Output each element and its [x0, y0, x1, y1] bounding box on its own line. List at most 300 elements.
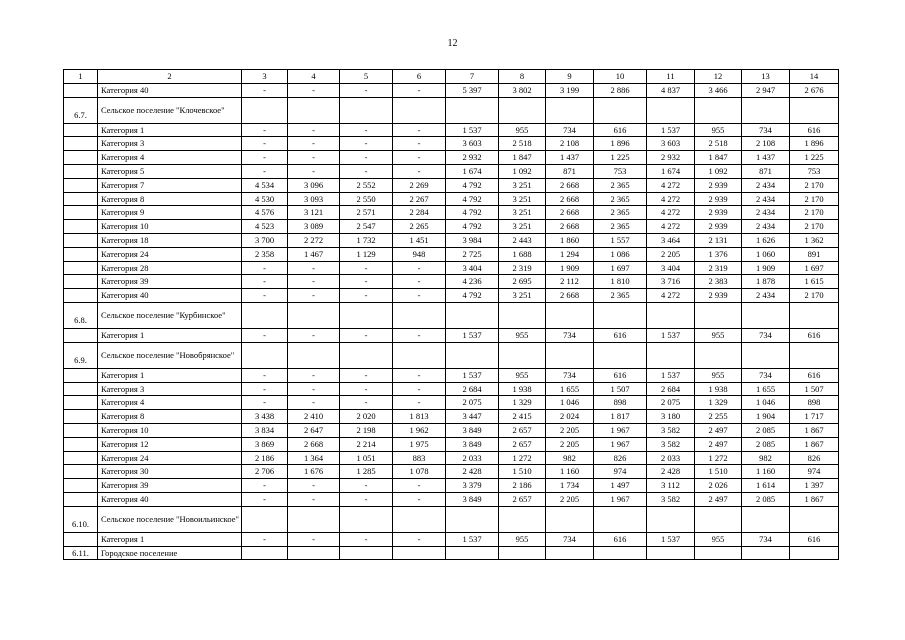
value-cell: 2 947	[742, 83, 790, 97]
empty-cell	[393, 97, 446, 123]
value-cell: 2 170	[790, 206, 839, 220]
empty-cell	[340, 342, 393, 368]
value-cell: -	[288, 289, 340, 303]
value-cell: 2 186	[242, 451, 288, 465]
table-row	[64, 328, 839, 342]
value-cell: 2 365	[594, 192, 647, 206]
empty-cell	[288, 506, 340, 532]
value-cell: 1 046	[742, 396, 790, 410]
value-cell: 3 447	[446, 410, 499, 424]
value-cell: 3 603	[446, 137, 499, 151]
empty-cell	[790, 506, 839, 532]
value-cell: 2 214	[340, 437, 393, 451]
value-cell: 2 725	[446, 247, 499, 261]
category-name: Категория 40	[98, 83, 242, 97]
value-cell: 2 428	[647, 465, 695, 479]
value-cell: 1 060	[742, 247, 790, 261]
value-cell: 2 434	[742, 289, 790, 303]
value-cell: 4 576	[242, 206, 288, 220]
value-cell: -	[288, 275, 340, 289]
value-cell: 2 939	[695, 178, 742, 192]
value-cell: 2 265	[393, 220, 446, 234]
value-cell: 3 112	[647, 479, 695, 493]
row-number	[64, 192, 98, 206]
row-number	[64, 275, 98, 289]
table-row	[64, 465, 839, 479]
row-number	[64, 164, 98, 178]
value-cell: 3 251	[499, 289, 546, 303]
row-number	[64, 328, 98, 342]
category-name: Категория 1	[98, 368, 242, 382]
row-number: 6.9.	[64, 342, 98, 368]
empty-cell	[647, 342, 695, 368]
empty-cell	[742, 342, 790, 368]
value-cell: 2 170	[790, 178, 839, 192]
value-cell: 1 437	[742, 151, 790, 165]
row-number	[64, 532, 98, 546]
value-cell: -	[242, 275, 288, 289]
value-cell: 1 537	[647, 532, 695, 546]
header-cell: 7	[446, 70, 499, 84]
empty-cell	[242, 546, 288, 560]
value-cell: 1 817	[594, 410, 647, 424]
table-row	[64, 410, 839, 424]
header-cell: 8	[499, 70, 546, 84]
value-cell: 2 668	[546, 220, 594, 234]
value-cell: 2 695	[499, 275, 546, 289]
category-name: Категория 39	[98, 275, 242, 289]
row-number	[64, 437, 98, 451]
section-row	[64, 302, 839, 328]
value-cell: 1 507	[790, 382, 839, 396]
row-number	[64, 151, 98, 165]
value-cell: 734	[742, 123, 790, 137]
value-cell: -	[393, 261, 446, 275]
value-cell: 4 272	[647, 220, 695, 234]
table-row	[64, 261, 839, 275]
value-cell: 974	[790, 465, 839, 479]
value-cell: 2 434	[742, 220, 790, 234]
value-cell: 1 092	[499, 164, 546, 178]
value-cell: 2 205	[546, 492, 594, 506]
value-cell: -	[242, 492, 288, 506]
empty-cell	[546, 342, 594, 368]
value-cell: 4 530	[242, 192, 288, 206]
value-cell: 1 225	[594, 151, 647, 165]
value-cell: 4 837	[647, 83, 695, 97]
value-cell: 2 085	[742, 437, 790, 451]
value-cell: 1 092	[695, 164, 742, 178]
empty-cell	[695, 97, 742, 123]
value-cell: 616	[594, 532, 647, 546]
empty-cell	[340, 302, 393, 328]
value-cell: 955	[695, 368, 742, 382]
category-name: Категория 30	[98, 465, 242, 479]
value-cell: 2 434	[742, 192, 790, 206]
value-cell: -	[242, 382, 288, 396]
value-cell: 734	[742, 328, 790, 342]
row-number	[64, 137, 98, 151]
empty-cell	[790, 546, 839, 560]
value-cell: 3 603	[647, 137, 695, 151]
value-cell: -	[393, 396, 446, 410]
category-name: Категория 3	[98, 137, 242, 151]
value-cell: 1 674	[647, 164, 695, 178]
value-cell: 883	[393, 451, 446, 465]
value-cell: 3 096	[288, 178, 340, 192]
value-cell: 3 802	[499, 83, 546, 97]
category-name: Категория 39	[98, 479, 242, 493]
value-cell: 2 383	[695, 275, 742, 289]
table-row	[64, 83, 839, 97]
value-cell: 2 319	[695, 261, 742, 275]
category-name: Категория 1	[98, 328, 242, 342]
category-name: Категория 4	[98, 151, 242, 165]
value-cell: 1 962	[393, 423, 446, 437]
value-cell: 2 085	[742, 492, 790, 506]
value-cell: -	[242, 164, 288, 178]
value-cell: 1 272	[499, 451, 546, 465]
category-name: Категория 28	[98, 261, 242, 275]
value-cell: 2 939	[695, 206, 742, 220]
section-row	[64, 97, 839, 123]
value-cell: 982	[546, 451, 594, 465]
value-cell: 1 362	[790, 233, 839, 247]
table-row	[64, 382, 839, 396]
value-cell: 1 272	[695, 451, 742, 465]
value-cell: 2 170	[790, 192, 839, 206]
section-row	[64, 342, 839, 368]
value-cell: 1 810	[594, 275, 647, 289]
row-number	[64, 206, 98, 220]
value-cell: 2 269	[393, 178, 446, 192]
value-cell: 982	[742, 451, 790, 465]
value-cell: 2 668	[546, 192, 594, 206]
value-cell: 955	[499, 123, 546, 137]
value-cell: 2 657	[499, 437, 546, 451]
empty-cell	[695, 302, 742, 328]
table-row	[64, 151, 839, 165]
value-cell: 1 867	[790, 437, 839, 451]
value-cell: 616	[790, 328, 839, 342]
empty-cell	[695, 342, 742, 368]
value-cell: 4 236	[446, 275, 499, 289]
empty-cell	[647, 506, 695, 532]
value-cell: -	[340, 164, 393, 178]
value-cell: -	[288, 479, 340, 493]
value-cell: 871	[546, 164, 594, 178]
value-cell: 1 225	[790, 151, 839, 165]
value-cell: 3 093	[288, 192, 340, 206]
header-cell: 3	[242, 70, 288, 84]
category-name: Категория 24	[98, 451, 242, 465]
category-name: Категория 10	[98, 423, 242, 437]
table-row	[64, 247, 839, 261]
value-cell: 1 376	[695, 247, 742, 261]
value-cell: 2 668	[546, 206, 594, 220]
value-cell: -	[340, 289, 393, 303]
empty-cell	[242, 342, 288, 368]
value-cell: 2 085	[742, 423, 790, 437]
value-cell: -	[340, 382, 393, 396]
value-cell: 2 170	[790, 220, 839, 234]
header-cell: 9	[546, 70, 594, 84]
value-cell: 2 033	[647, 451, 695, 465]
value-cell: -	[288, 368, 340, 382]
value-cell: 1 160	[742, 465, 790, 479]
value-cell: 955	[499, 532, 546, 546]
value-cell: 2 647	[288, 423, 340, 437]
value-cell: 2 108	[546, 137, 594, 151]
empty-cell	[499, 97, 546, 123]
empty-cell	[742, 302, 790, 328]
value-cell: -	[340, 368, 393, 382]
row-number	[64, 451, 98, 465]
value-cell: 1 329	[695, 396, 742, 410]
value-cell: 1 086	[594, 247, 647, 261]
empty-cell	[594, 506, 647, 532]
section-title: Сельское поселение "Курбинское"	[98, 302, 242, 328]
value-cell: -	[288, 164, 340, 178]
empty-cell	[242, 506, 288, 532]
value-cell: 2 205	[647, 247, 695, 261]
value-cell: 2 668	[546, 289, 594, 303]
empty-cell	[393, 546, 446, 560]
value-cell: 2 668	[546, 178, 594, 192]
empty-cell	[742, 546, 790, 560]
value-cell: -	[340, 328, 393, 342]
value-cell: 2 358	[242, 247, 288, 261]
value-cell: 1 688	[499, 247, 546, 261]
value-cell: 955	[499, 328, 546, 342]
value-cell: 1 867	[790, 423, 839, 437]
empty-cell	[288, 97, 340, 123]
empty-cell	[790, 97, 839, 123]
value-cell: 1 813	[393, 410, 446, 424]
value-cell: 2 434	[742, 178, 790, 192]
table-row	[64, 137, 839, 151]
row-number	[64, 410, 98, 424]
value-cell: 1 867	[790, 492, 839, 506]
value-cell: 1 614	[742, 479, 790, 493]
row-number: 6.11.	[64, 546, 98, 560]
header-cell: 2	[98, 70, 242, 84]
category-name: Категория 8	[98, 192, 242, 206]
value-cell: -	[340, 492, 393, 506]
table-row	[64, 532, 839, 546]
value-cell: 2 443	[499, 233, 546, 247]
header-cell: 1	[64, 70, 98, 84]
value-cell: 616	[594, 368, 647, 382]
value-cell: 2 552	[340, 178, 393, 192]
value-cell: 2 657	[499, 492, 546, 506]
value-cell: 1 909	[546, 261, 594, 275]
header-cell: 4	[288, 70, 340, 84]
value-cell: 1 697	[790, 261, 839, 275]
table-row	[64, 220, 839, 234]
empty-cell	[594, 342, 647, 368]
value-cell: -	[242, 83, 288, 97]
empty-cell	[790, 302, 839, 328]
value-cell: 1 674	[446, 164, 499, 178]
value-cell: 3 849	[446, 423, 499, 437]
value-cell: 2 932	[446, 151, 499, 165]
value-cell: 1 697	[594, 261, 647, 275]
value-cell: 2 365	[594, 178, 647, 192]
table-row	[64, 368, 839, 382]
value-cell: 3 849	[446, 492, 499, 506]
row-number	[64, 396, 98, 410]
value-cell: 2 657	[499, 423, 546, 437]
value-cell: -	[393, 164, 446, 178]
value-cell: 4 272	[647, 192, 695, 206]
header-row	[64, 70, 839, 84]
value-cell: -	[393, 137, 446, 151]
value-cell: 2 684	[647, 382, 695, 396]
header-cell: 11	[647, 70, 695, 84]
category-name: Категория 7	[98, 178, 242, 192]
header-cell: 12	[695, 70, 742, 84]
value-cell: 2 020	[340, 410, 393, 424]
value-cell: 2 410	[288, 410, 340, 424]
value-cell: 1 717	[790, 410, 839, 424]
row-number	[64, 368, 98, 382]
empty-cell	[242, 97, 288, 123]
value-cell: 5 397	[446, 83, 499, 97]
value-cell: 4 534	[242, 178, 288, 192]
value-cell: -	[340, 123, 393, 137]
category-name: Категория 24	[98, 247, 242, 261]
category-name: Категория 40	[98, 492, 242, 506]
value-cell: 2 131	[695, 233, 742, 247]
value-cell: 1 437	[546, 151, 594, 165]
value-cell: -	[393, 492, 446, 506]
value-cell: 1 451	[393, 233, 446, 247]
value-cell: 734	[546, 123, 594, 137]
category-name: Категория 1	[98, 532, 242, 546]
category-name: Категория 9	[98, 206, 242, 220]
value-cell: 734	[742, 368, 790, 382]
empty-cell	[499, 342, 546, 368]
table-row	[64, 423, 839, 437]
value-cell: 1 329	[499, 396, 546, 410]
value-cell: -	[288, 151, 340, 165]
section-row	[64, 546, 839, 560]
value-cell: 616	[790, 368, 839, 382]
value-cell: 3 251	[499, 178, 546, 192]
empty-cell	[790, 342, 839, 368]
header-cell: 6	[393, 70, 446, 84]
empty-cell	[393, 506, 446, 532]
category-name: Категория 12	[98, 437, 242, 451]
page-number: 12	[447, 38, 458, 49]
empty-cell	[742, 97, 790, 123]
value-cell: 3 379	[446, 479, 499, 493]
value-cell: 1 397	[790, 479, 839, 493]
value-cell: -	[242, 289, 288, 303]
value-cell: -	[340, 396, 393, 410]
value-cell: 2 075	[446, 396, 499, 410]
value-cell: -	[393, 289, 446, 303]
row-number: 6.8.	[64, 302, 98, 328]
value-cell: 1 510	[499, 465, 546, 479]
value-cell: 1 896	[790, 137, 839, 151]
value-cell: 1 507	[594, 382, 647, 396]
value-cell: 1 734	[546, 479, 594, 493]
value-cell: 1 967	[594, 437, 647, 451]
value-cell: 2 939	[695, 220, 742, 234]
empty-cell	[546, 97, 594, 123]
value-cell: 2 170	[790, 289, 839, 303]
table-row	[64, 479, 839, 493]
value-cell: 2 684	[446, 382, 499, 396]
empty-cell	[695, 546, 742, 560]
value-cell: 2 108	[742, 137, 790, 151]
value-cell: 1 510	[695, 465, 742, 479]
value-cell: 1 467	[288, 247, 340, 261]
value-cell: -	[340, 275, 393, 289]
value-cell: -	[242, 368, 288, 382]
value-cell: 1 967	[594, 423, 647, 437]
value-cell: -	[393, 532, 446, 546]
value-cell: -	[340, 151, 393, 165]
value-cell: 2 198	[340, 423, 393, 437]
value-cell: 826	[594, 451, 647, 465]
table-row	[64, 164, 839, 178]
value-cell: 4 523	[242, 220, 288, 234]
value-cell: 3 869	[242, 437, 288, 451]
empty-cell	[594, 97, 647, 123]
header-cell: 14	[790, 70, 839, 84]
value-cell: -	[242, 532, 288, 546]
row-number	[64, 261, 98, 275]
value-cell: 1 975	[393, 437, 446, 451]
value-cell: 1 938	[695, 382, 742, 396]
empty-cell	[288, 546, 340, 560]
empty-cell	[594, 302, 647, 328]
value-cell: 1 537	[647, 123, 695, 137]
empty-cell	[340, 97, 393, 123]
category-name: Категория 4	[98, 396, 242, 410]
value-cell: 2 571	[340, 206, 393, 220]
table-row	[64, 206, 839, 220]
value-cell: 1 655	[742, 382, 790, 396]
value-cell: 4 792	[446, 178, 499, 192]
value-cell: 955	[695, 328, 742, 342]
value-cell: 955	[695, 532, 742, 546]
value-cell: 1 909	[742, 261, 790, 275]
empty-cell	[446, 342, 499, 368]
value-cell: 2 886	[594, 83, 647, 97]
value-cell: 955	[695, 123, 742, 137]
value-cell: -	[288, 492, 340, 506]
value-cell: -	[242, 261, 288, 275]
value-cell: 3 464	[647, 233, 695, 247]
value-cell: -	[340, 479, 393, 493]
value-cell: 4 272	[647, 289, 695, 303]
value-cell: 2 939	[695, 192, 742, 206]
row-number	[64, 233, 98, 247]
empty-cell	[499, 506, 546, 532]
value-cell: -	[288, 261, 340, 275]
row-number	[64, 492, 98, 506]
value-cell: 2 550	[340, 192, 393, 206]
row-number	[64, 423, 98, 437]
value-cell: 616	[790, 532, 839, 546]
empty-cell	[647, 302, 695, 328]
value-cell: 2 026	[695, 479, 742, 493]
value-cell: 4 272	[647, 206, 695, 220]
